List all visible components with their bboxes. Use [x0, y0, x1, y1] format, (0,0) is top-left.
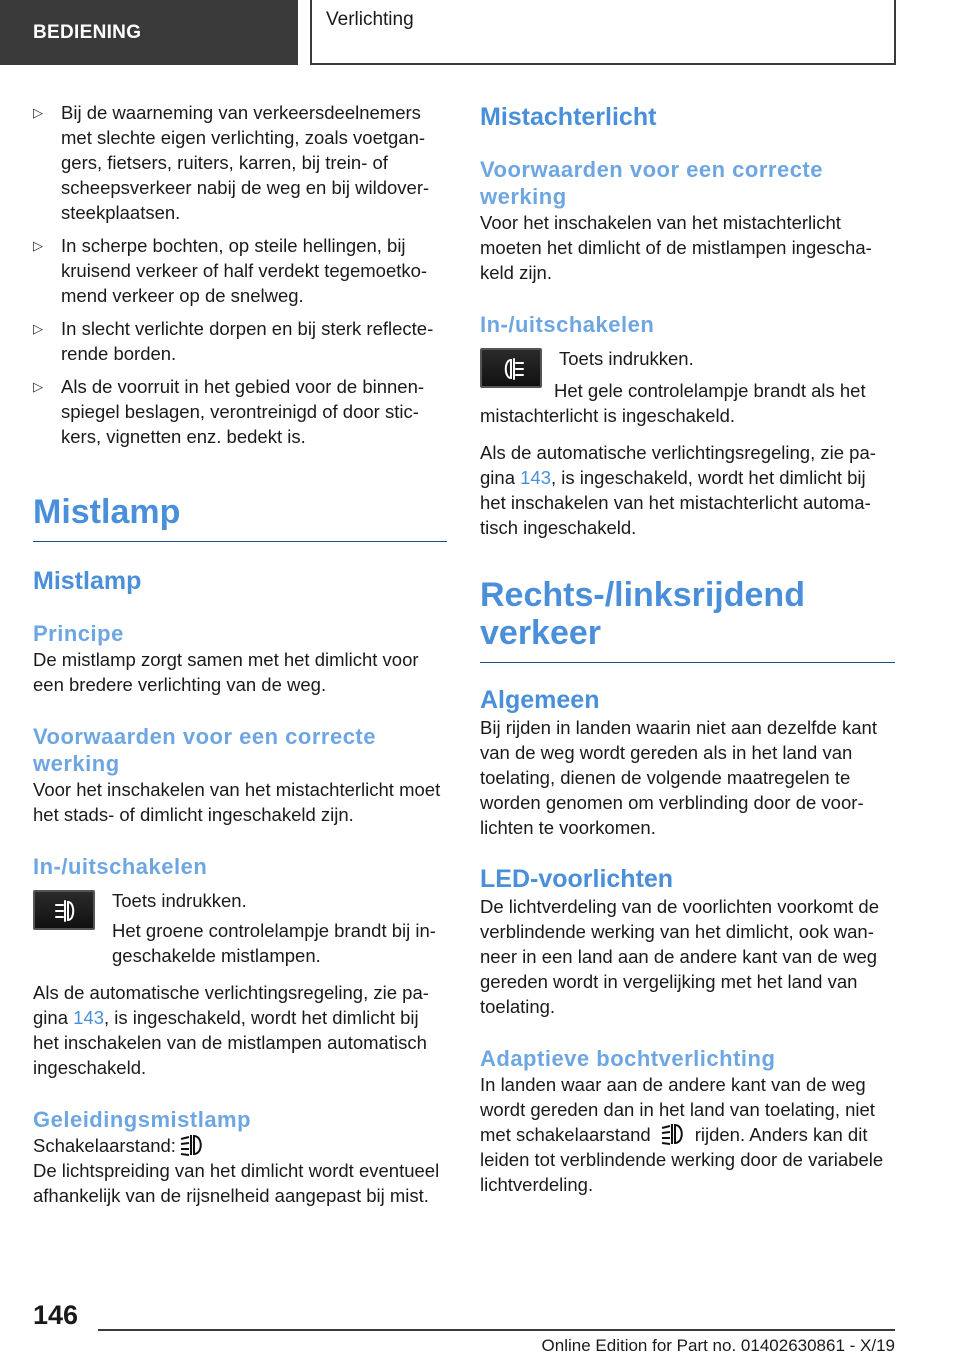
list-item: ▷ In slecht verlichte dorpen en bij sterk reflecterende borden. — [33, 318, 434, 364]
bullet-triangle-icon: ▷ — [33, 238, 43, 253]
subsection-heading-mistlamp: Mistlamp — [33, 567, 142, 595]
heading-algemeen: Algemeen — [480, 686, 600, 714]
heading-voorwaarden: Voorwaarden voor een correcte werking — [33, 724, 376, 776]
section-heading-mistlamp: Mistlamp — [33, 493, 447, 542]
edition-text: Online Edition for Part no. 01402630861 - X/19 — [541, 1336, 895, 1355]
light-switch-position-icon — [661, 1123, 685, 1145]
voorwaarden-text: Voor het inschakelen van het mistachterlicht moet het stads- of dimlicht ingeschakeld zijn. — [33, 779, 441, 825]
page-link[interactable]: 143 — [520, 467, 551, 488]
auto-lighting-text: Als de automatische verlichtingsregeling, zie pagina 143, is ingeschakeld, wordt het dimlicht bij het inschakelen van de mistlampen automatisch ingeschakeld. — [33, 982, 429, 1078]
page-header — [0, 0, 960, 65]
principe-text: De mistlamp zorgt samen met het dimlicht voor een bredere verlichting van de weg. — [33, 649, 419, 695]
list-item: ▷ Bij de waarneming van verkeersdeelnemers met slechte eigen verlichting, zoals voetgangers, fietsers, ruiters, karren, bij trein- of scheepsverkeer nabij de weg en bij wildoversteekplaatsen. — [33, 102, 430, 223]
right-column — [480, 100, 895, 1197]
heading-in-uitschakelen: In-/uitschakelen — [33, 854, 208, 879]
heading-adaptieve-bochtverlichting: Adaptieve bochtverlichting — [480, 1046, 776, 1071]
heading-principe: Principe — [33, 621, 124, 646]
footer-divider — [98, 1329, 895, 1331]
schakelaarstand-text: Schakelaarstand: — [33, 1133, 447, 1158]
rear-fog-light-button — [480, 348, 542, 388]
light-switch-position-icon — [180, 1134, 204, 1156]
green-lamp-line: Het groene controlelampje brandt bij ingeschakelde mistlampen. — [112, 920, 436, 966]
chapter-tab — [310, 0, 896, 65]
section-heading-rechts-links: Rechts-/linksrijdend verkeer — [480, 576, 895, 663]
left-column — [33, 100, 447, 1208]
page-number: 146 — [33, 1300, 79, 1330]
press-button-text: Toets indrukken. — [112, 890, 247, 911]
bullet-triangle-icon: ▷ — [33, 379, 43, 394]
auto-lighting-right-text: Als de automatische verlichtingsregeling, zie pagina 143, is ingeschakeld, wordt het dimlicht bij het inschakelen van het mistachterlicht automatisch ingeschakeld. — [480, 442, 876, 538]
geleidingsmistlamp-text: De lichtspreiding van het dimlicht wordt eventueel afhankelijk van de rijsnelheid aangepast bij mist. — [33, 1160, 440, 1206]
heading-led-voorlichten: LED-voorlichten — [480, 865, 674, 893]
heading-in-uitschakelen-right: In-/uitschakelen — [480, 312, 655, 337]
condition-list — [33, 100, 447, 449]
yellow-lamp-text: Het gele controlelampje brandt als het mistachterlicht is ingeschakeld. — [480, 380, 866, 426]
rear-fog-lamp-icon — [502, 357, 524, 381]
page-link[interactable]: 143 — [73, 1007, 104, 1028]
list-item: ▷ Als de voorruit in het gebied voor de binnenspiegel beslagen, verontreinigd of door stickers, vignetten enz. bedekt is. — [33, 376, 425, 447]
algemeen-text: Bij rijden in landen waarin niet aan dezelfde kant van de weg wordt gereden als in het land van toelating, dienen de volgende maatregelen te worden genomen om verblinding door de voorlichten te voorkomen. — [480, 717, 877, 838]
rear-fog-button-row — [480, 346, 895, 402]
press-button-text-right: Toets indrukken. — [559, 348, 694, 369]
fog-light-button-row — [33, 888, 447, 944]
led-text: De lichtverdeling van de voorlichten voorkomt de verblindende werking van het dimlicht, ook wanneer in een land aan de andere kant van de weg gereden wordt in vergelijking met het land van toelating. — [480, 896, 879, 1017]
adaptief-text: In landen waar aan de andere kant van de weg wordt gereden dan in het land van toelating, niet met schakelaarstand rijden. Anders kan dit leiden tot verblindende werking door de variabele lichtverdeling. — [480, 1074, 884, 1195]
bullet-triangle-icon: ▷ — [33, 105, 43, 120]
chapter-title: Verlichting — [326, 9, 414, 30]
voorwaarden-right-text: Voor het inschakelen van het mistachterlicht moeten het dimlicht of de mistlampen ingeschakeld zijn. — [480, 212, 872, 283]
heading-geleidingsmistlamp: Geleidingsmistlamp — [33, 1107, 252, 1132]
list-item: ▷ In scherpe bochten, op steile hellingen, bij kruisend verkeer of half verdekt tegemoetkomend verkeer op de snelweg. — [33, 235, 428, 306]
heading-voorwaarden-right: Voorwaarden voor een correcte werking — [480, 157, 823, 209]
bullet-triangle-icon: ▷ — [33, 321, 43, 336]
front-fog-light-button — [33, 890, 95, 930]
section-tab: BEDIENING — [0, 0, 298, 65]
front-fog-lamp-icon — [55, 899, 77, 923]
heading-mistachterlicht: Mistachterlicht — [480, 103, 657, 131]
